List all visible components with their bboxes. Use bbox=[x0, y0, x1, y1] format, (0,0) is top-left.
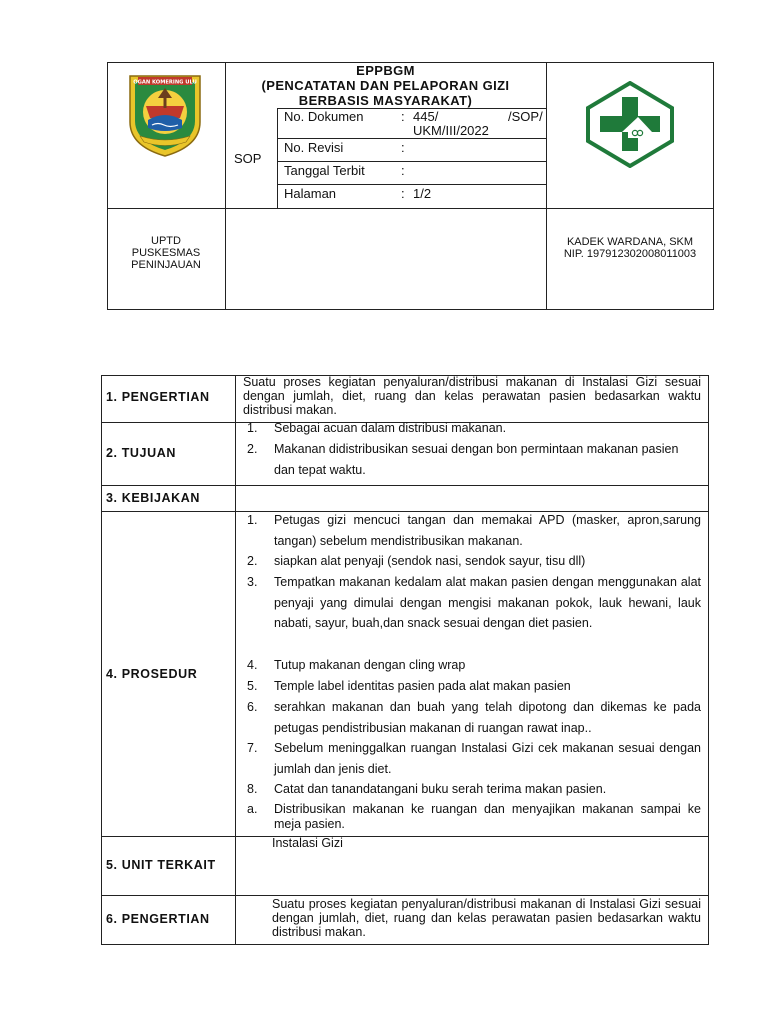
title-line: (PENCATATAN DAN PELAPORAN GIZI bbox=[261, 78, 510, 93]
list-text: Catat dan tanandatangani buku serah terima makan pasien. bbox=[274, 782, 607, 796]
list-number: 8. bbox=[247, 782, 258, 796]
list-text: Tempatkan makanan kedalam alat makan pasien dengan menggunakan alat penyaji yang dimulai dengan mengisi makanan pokok, lauk hewani, lauk nabati, sayur, buah,dan snack sesuai dengan diet pasien. bbox=[274, 575, 701, 631]
section-label-pengertian: 1. PENGERTIAN bbox=[106, 390, 210, 404]
list-text: Distribusikan makanan ke ruangan dan menyajikan makanan sampai ke meja pasien. bbox=[274, 802, 701, 831]
list-number: 4. bbox=[247, 658, 258, 672]
list-text: Temple label identitas pasien pada alat makan pasien bbox=[274, 679, 571, 693]
header-divider bbox=[277, 108, 278, 208]
emblem-banner-text: OGAN KOMERING ULU bbox=[133, 79, 197, 86]
org-line: PENINJAUAN bbox=[131, 259, 201, 271]
title-line: BERBASIS MASYARAKAT) bbox=[298, 93, 473, 108]
section-label-tujuan: 2. TUJUAN bbox=[106, 446, 176, 460]
list-number: 7. bbox=[247, 741, 258, 755]
page-colon: : bbox=[401, 186, 405, 201]
list-text: Makanan didistribusikan sesuai dengan bon permintaan makanan pasien dan tepat waktu. bbox=[274, 442, 679, 477]
header-divider bbox=[277, 138, 546, 139]
section-text-unit-terkait: Instalasi Gizi bbox=[272, 836, 343, 850]
list-number: 2. bbox=[247, 554, 258, 568]
list-number: 5. bbox=[247, 679, 258, 693]
doc-number-value: /SOP/ bbox=[508, 109, 543, 124]
issue-date-label: Tanggal Terbit bbox=[284, 163, 365, 178]
list-number: 1. bbox=[247, 421, 258, 435]
list-number: 3. bbox=[247, 575, 258, 589]
list-text: siapkan alat penyaji (sendok nasi, sendok sayur, tisu dll) bbox=[274, 554, 586, 568]
list-number: 2. bbox=[247, 442, 258, 456]
list-text: Tutup makanan dengan cling wrap bbox=[274, 658, 466, 672]
sop-label: SOP bbox=[234, 151, 262, 166]
header-divider bbox=[277, 184, 546, 185]
issue-date-colon: : bbox=[401, 163, 405, 178]
org-line: UPTD bbox=[151, 235, 181, 247]
revision-colon: : bbox=[401, 140, 405, 155]
table-row-divider bbox=[101, 836, 709, 837]
doc-number-colon: : bbox=[401, 109, 405, 124]
header-divider bbox=[277, 161, 546, 162]
list-number: 1. bbox=[247, 513, 258, 527]
section-label-prosedur: 4. PROSEDUR bbox=[106, 667, 198, 681]
section-label-pengertian-2: 6. PENGERTIAN bbox=[106, 912, 210, 926]
signer-block bbox=[546, 236, 714, 260]
table-divider bbox=[235, 375, 236, 945]
title-line: EPPBGM bbox=[356, 63, 415, 78]
revision-label: No. Revisi bbox=[284, 140, 344, 155]
signer-nip: NIP. 197912302008011003 bbox=[563, 248, 697, 260]
list-item bbox=[247, 439, 701, 481]
doc-number-value: 445/ bbox=[413, 109, 439, 124]
list-item bbox=[247, 418, 701, 440]
doc-number-label: No. Dokumen bbox=[284, 109, 364, 124]
header-divider bbox=[546, 62, 547, 310]
regency-emblem-logo bbox=[124, 70, 206, 158]
page-value: 1/2 bbox=[413, 186, 432, 201]
list-number: 6. bbox=[247, 700, 258, 714]
signer-name: KADEK WARDANA, SKM bbox=[566, 236, 694, 248]
table-row-divider bbox=[101, 485, 709, 486]
list-text: Petugas gizi mencuci tangan dan memakai APD (masker, apron,sarung tangan) sebelum mendistribusikan makanan. bbox=[274, 513, 701, 548]
list-text: Sebelum meninggalkan ruangan Instalasi Gizi cek makanan sesuai dengan jumlah dan jenis diet. bbox=[274, 741, 701, 776]
list-text: Sebagai acuan dalam distribusi makanan. bbox=[274, 421, 507, 435]
section-label-kebijakan: 3. KEBIJAKAN bbox=[106, 491, 201, 505]
section-text-pengertian-2: Suatu proses kegiatan penyaluran/distribusi makanan di Instalasi Gizi sesuai dengan jumlah, diet, ruang dan kelas perawatan pasien bedasarkan waktu distribusi makan. bbox=[272, 897, 701, 939]
puskesmas-logo bbox=[585, 81, 675, 168]
header-divider bbox=[107, 208, 714, 209]
list-text: serahkan makanan dan buah yang telah dipotong dan dikemas ke pada petugas pendistribusian makanan di ruangan rawat inap.. bbox=[274, 700, 701, 735]
table-row-divider bbox=[101, 895, 709, 896]
document-title bbox=[225, 63, 546, 108]
organization-name bbox=[107, 235, 225, 271]
list-number: a. bbox=[247, 802, 258, 816]
doc-number-value: UKM/III/2022 bbox=[413, 123, 489, 138]
section-label-unit-terkait: 5. UNIT TERKAIT bbox=[106, 858, 216, 872]
section-text-pengertian: Suatu proses kegiatan penyaluran/distribusi makanan di Instalasi Gizi sesuai dengan jumlah, diet, ruang dan kelas perawatan pasien bedasarkan waktu distribusi makan. bbox=[243, 375, 701, 417]
page-label: Halaman bbox=[284, 186, 337, 201]
org-line: PUSKESMAS bbox=[131, 247, 201, 259]
